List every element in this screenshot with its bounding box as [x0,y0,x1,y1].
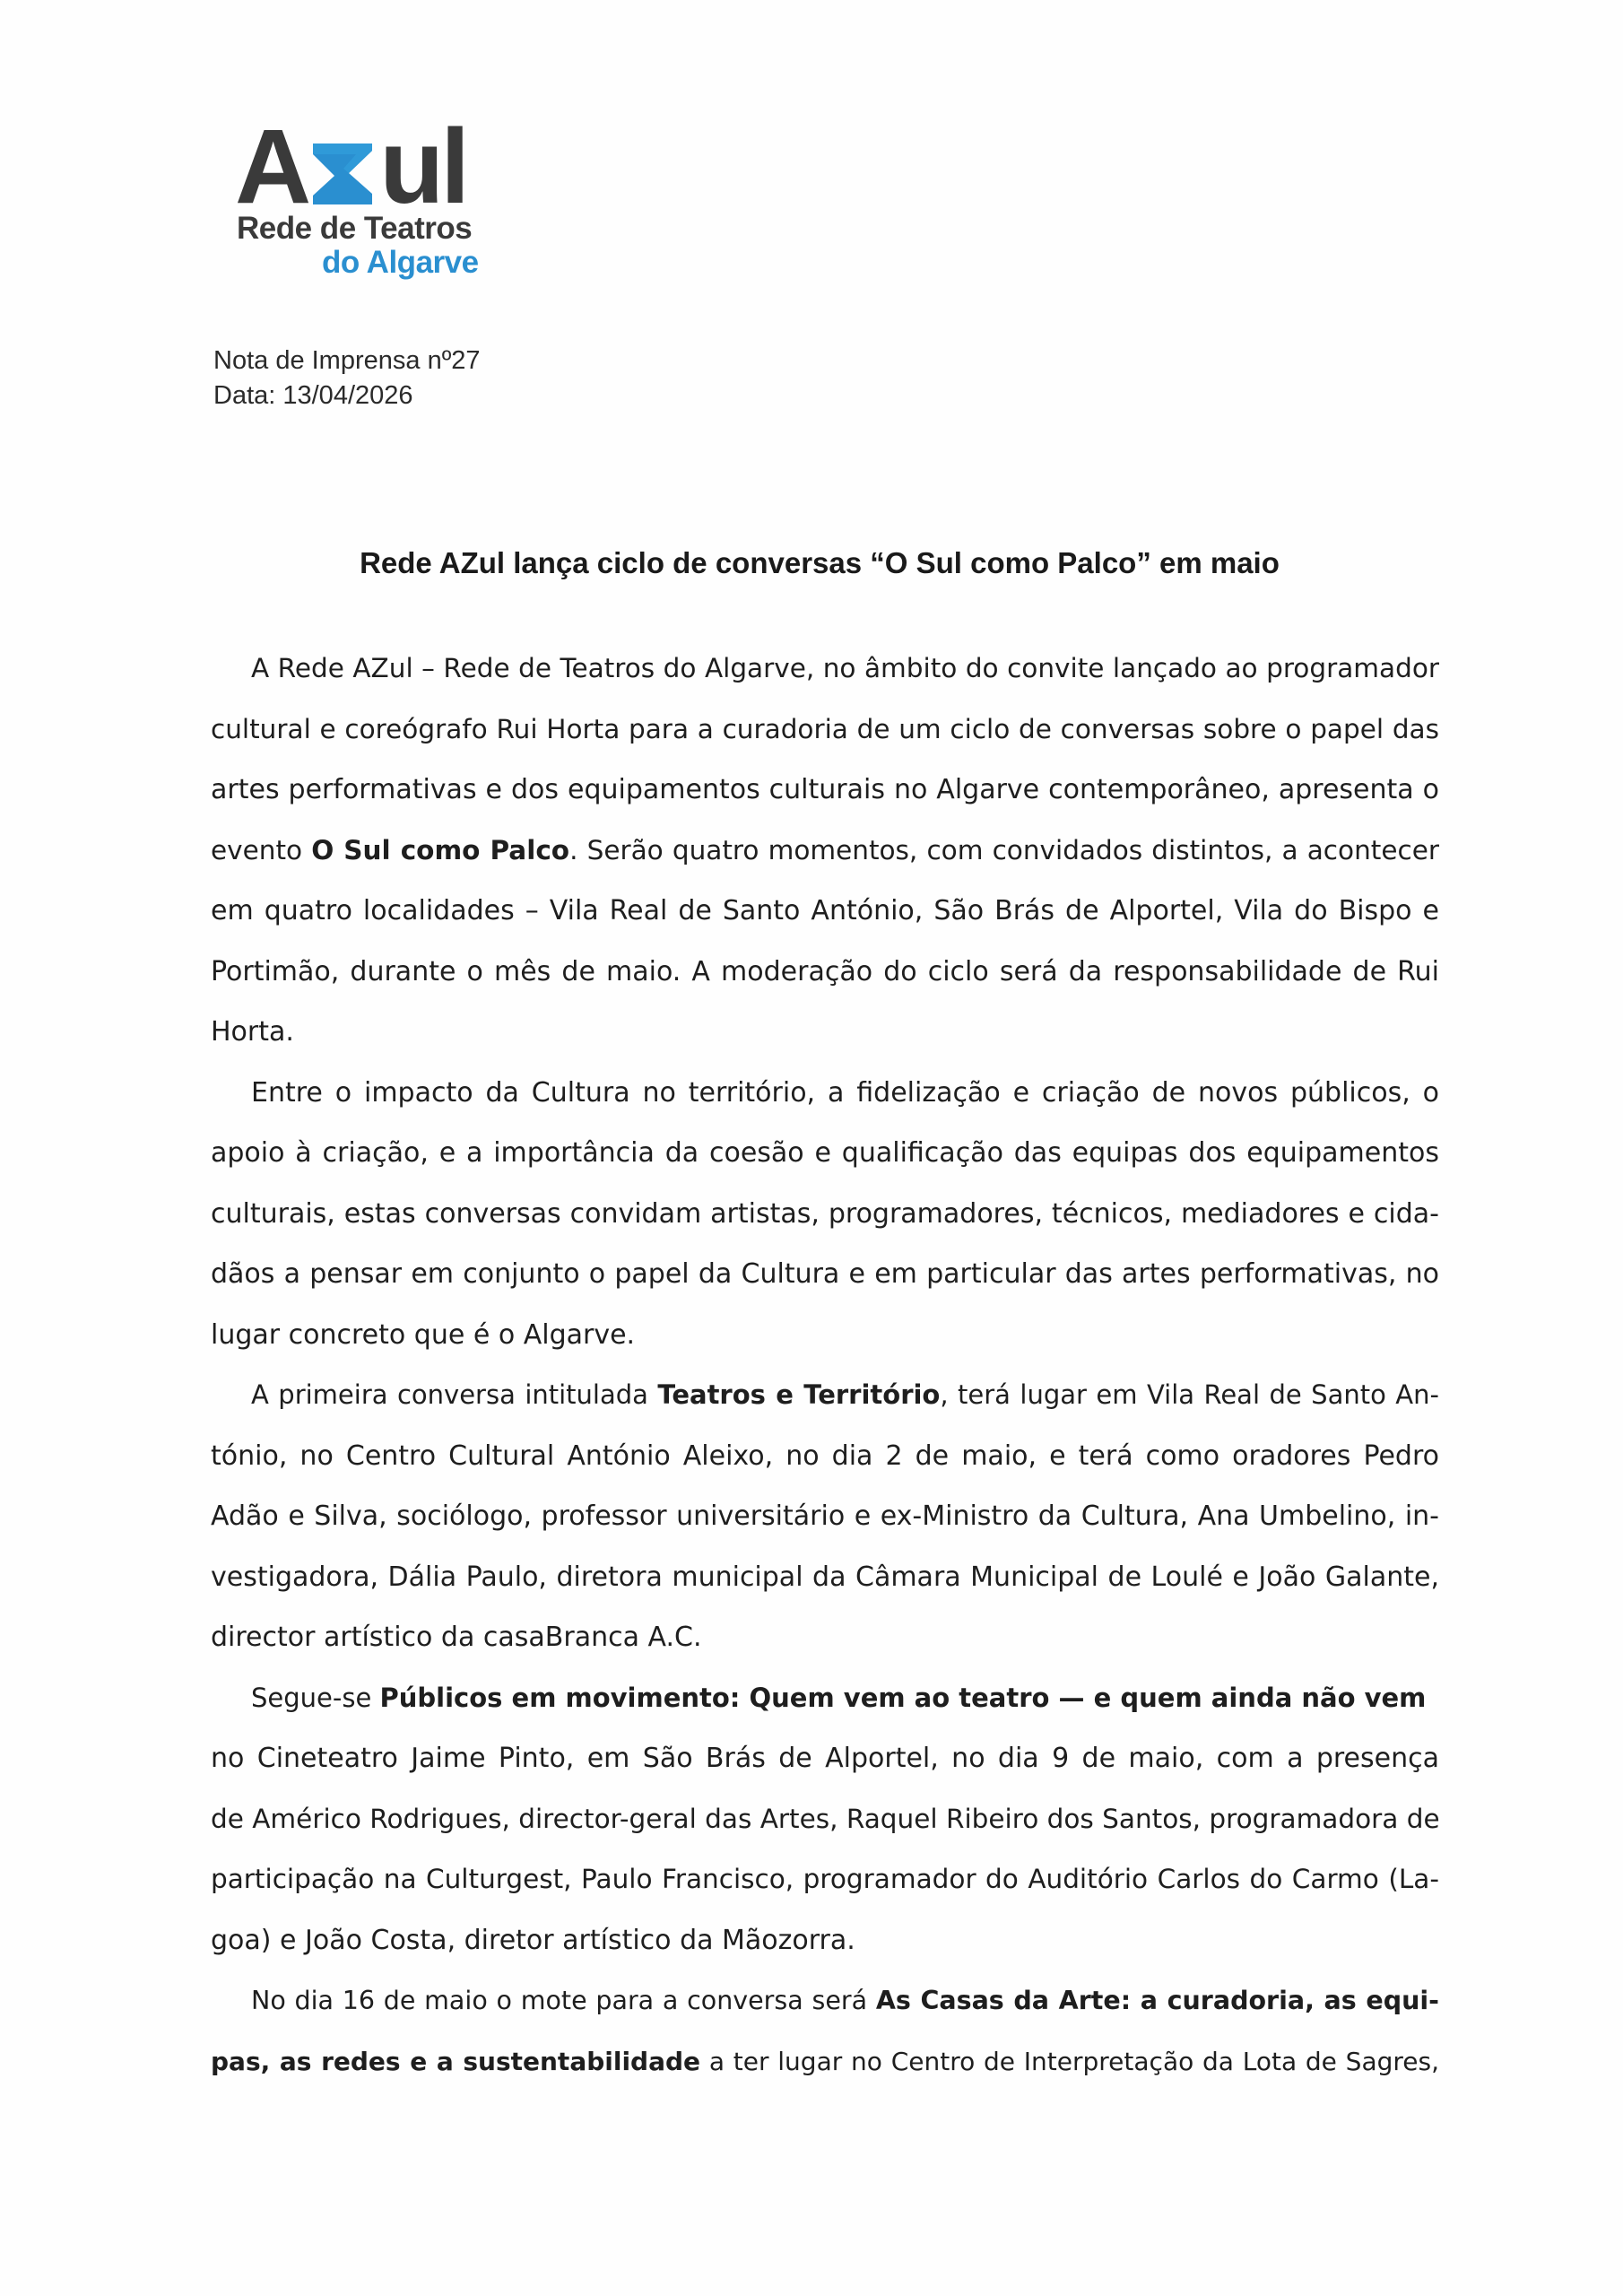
text-line: Entre o impacto da Cultura no território, a fidelização e criação de novos públicos, o [251,1076,1439,1109]
text-line: director artístico da casaBranca A.C. [211,1622,702,1653]
text-line: A Rede AZul – Rede de Teatros do Algarve, no âmbito do convite lançado ao programador [251,653,1439,683]
text-span: evento [211,834,312,865]
paragraph-5 [211,1970,1439,2092]
logo-mark [235,108,467,226]
text-line: tónio, no Centro Cultural António Aleixo, no dia 2 de maio, e terá como oradores Pedro [211,1439,1439,1472]
logo-letters-ul: ul [379,108,467,226]
session-title: Públicos em movimento: Quem vem ao teatro — e quem ainda não vem [379,1682,1427,1713]
text-line: artes performativas e dos equipamentos culturais no Algarve contemporâneo, apresenta o [211,774,1439,805]
azul-logo [235,108,504,285]
text-line: de Américo Rodrigues, director-geral das Artes, Raquel Ribeiro dos Santos, programadora de [211,1803,1440,1834]
text-line [211,1365,1439,1426]
body-text [211,639,1439,2092]
stylized-z-icon [308,124,378,210]
text-line: Adão e Silva, sociólogo, professor universitário e ex-Ministro da Cultura, Ana Umbelino, in- [211,1500,1439,1532]
paragraph-1 [211,639,1439,1063]
text-span: , terá lugar em Vila Real de Santo An- [940,1379,1439,1410]
text-line: participação na Culturgest, Paulo Francisco, programador do Auditório Carlos do Carmo (La- [211,1864,1439,1894]
press-note-date: Data: 13/04/2026 [213,381,413,410]
text-line: apoio à criação, e a importância da coesão e qualificação das equipas dos equipamentos [211,1137,1439,1169]
event-name: O Sul como Palco [311,834,570,865]
text-span: . Serão quatro momentos, com convidados distintos, a acontecer [569,834,1439,865]
headline: Rede AZul lança ciclo de conversas “O Sul como Palco” em maio [360,546,1280,579]
text-line: no Cineteatro Jaime Pinto, em São Brás de Alportel, no dia 9 de maio, com a presença [211,1743,1439,1774]
text-line: goa) e João Costa, diretor artístico da Mãozorra. [211,1924,855,1956]
logo-tagline-1: Rede de Teatros [237,211,473,246]
text-line: em quatro localidades – Vila Real de Santo António, São Brás de Alportel, Vila do Bispo e [211,895,1439,926]
press-note-number: Nota de Imprensa nº27 [213,346,481,375]
text-line: lugar concreto que é o Algarve. [211,1318,636,1351]
text-line: cultural e coreógrafo Rui Horta para a curadoria de um ciclo de conversas sobre o papel das [211,713,1439,744]
paragraph-3 [211,1365,1439,1668]
text-line: Portimão, durante o mês de maio. A moderação do ciclo será da responsabilidade de Rui [211,955,1439,987]
text-line [211,821,1439,882]
paragraph-2 [211,1063,1439,1366]
press-note-meta [213,344,481,413]
text-line: culturais, estas conversas convidam artistas, programadores, técnicos, mediadores e cida- [211,1197,1439,1230]
text-span: A primeira conversa intitulada [251,1379,658,1410]
text-line: dãos a pensar em conjunto o papel da Cultura e em particular das artes performativas, no [211,1258,1439,1290]
text-line: Horta. [211,1016,294,1048]
logo-tagline-2: do Algarve [322,245,479,280]
paragraph-4 [211,1668,1439,1971]
text-span: a ter lugar no Centro de Interpretação da Lota de Sagres, [700,2046,1439,2076]
logo-letter-a: A [235,108,308,226]
text-span: No dia 16 de maio o mote para a conversa será [251,1986,876,2015]
session-title: pas, as redes e a sustentabilidade [211,2046,701,2076]
session-title: As Casas da Arte: a curadoria, as equi- [875,1986,1439,2015]
text-line [211,2031,1439,2092]
text-line [211,1668,1439,1729]
text-line: vestigadora, Dália Paulo, diretora municipal da Câmara Municipal de Loulé e João Galante, [211,1561,1439,1593]
text-line [211,1970,1439,2031]
text-span: Segue-se [251,1682,380,1713]
session-title: Teatros e Território [657,1379,941,1410]
